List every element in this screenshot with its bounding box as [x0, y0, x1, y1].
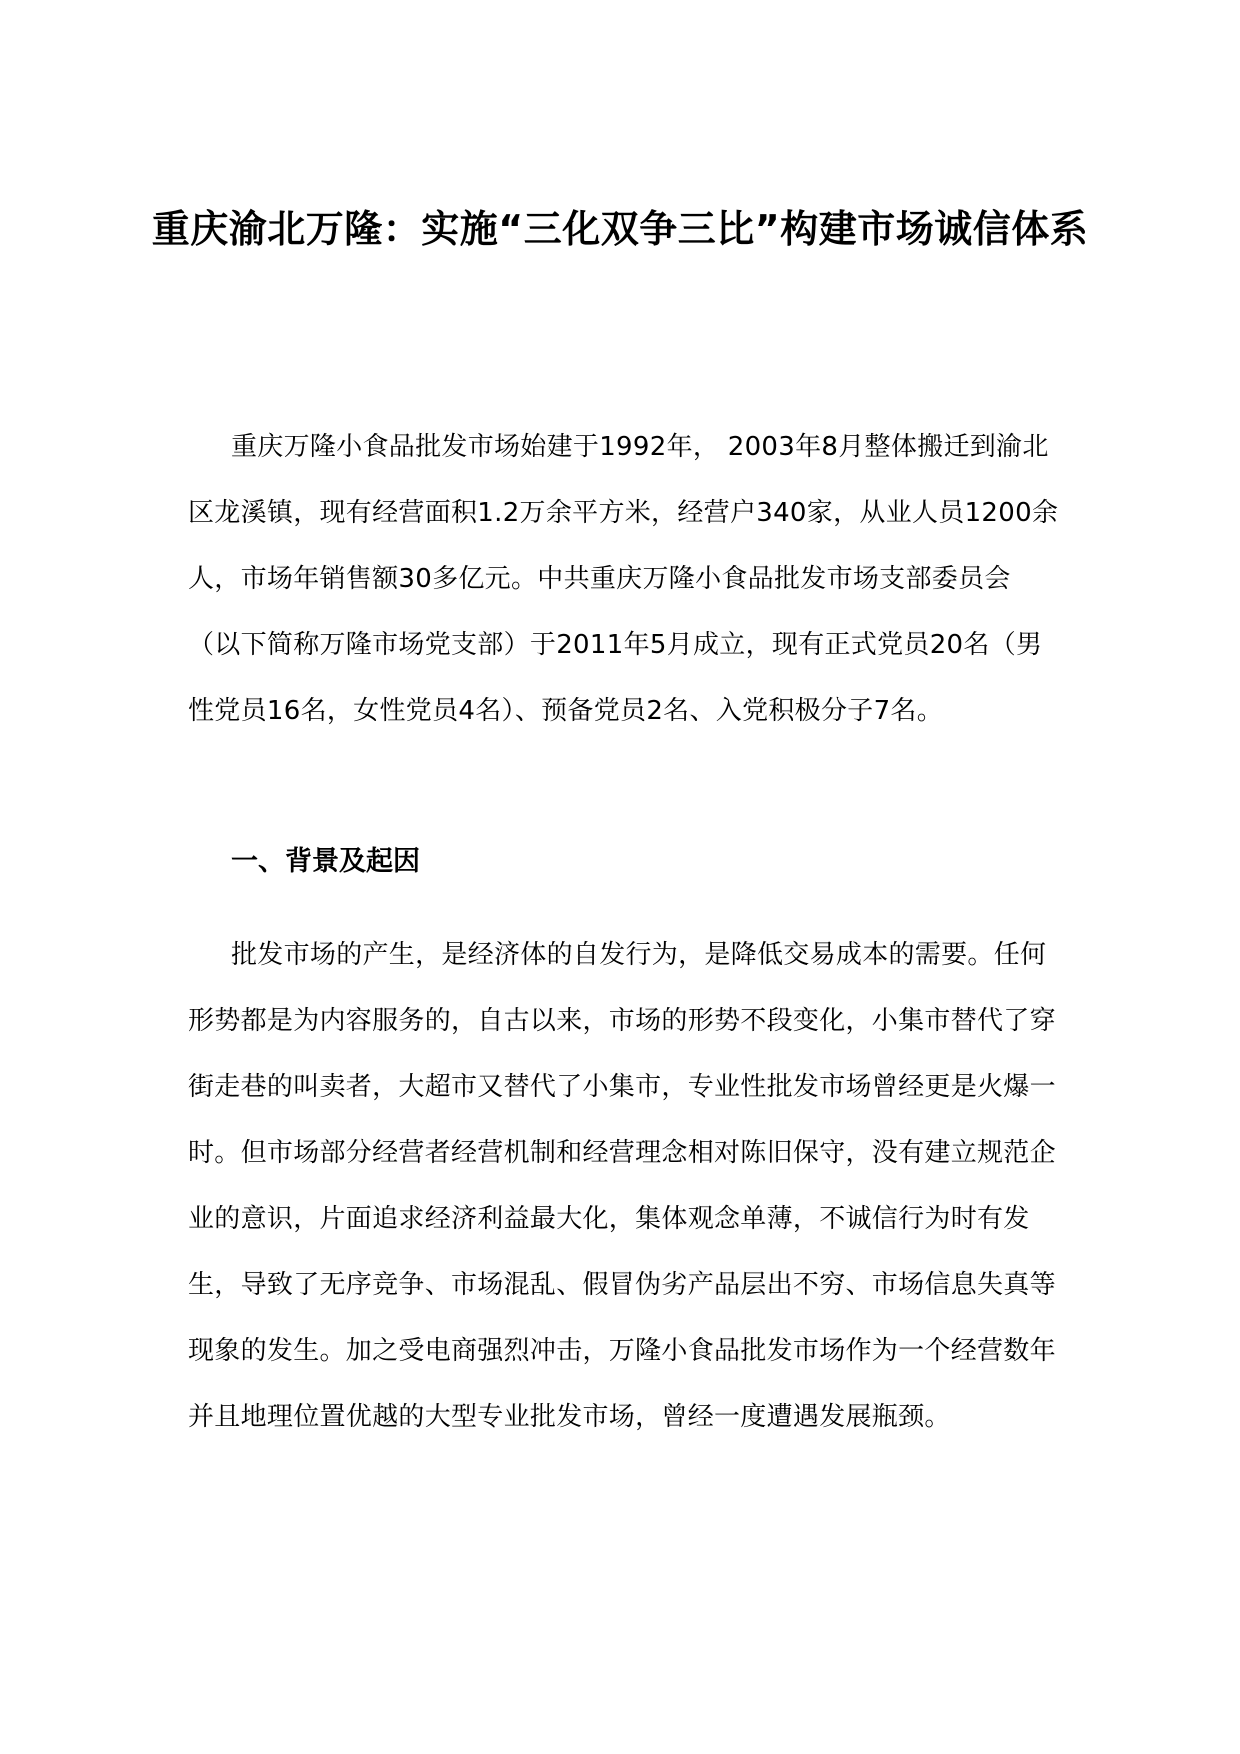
intro-paragraph: 重庆万隆小食品批发市场始建于1992年， 2003年8月整体搬迁到渝北区龙溪镇，现有经营面积1.2万余平方米，经营户340家，从业人员1200余人，市场年销售额30多亿元。中共重庆万隆小食品批发市场支部委员会（以下简称万隆市场党支部）于2011年5月成立，现有正式党员20名（男性党员16名，女性党员4名）、预备党员2名、入党积极分子7名。 — [188, 432, 1059, 726]
background-paragraph: 批发市场的产生，是经济体的自发行为，是降低交易成本的需要。任何形势都是为内容服务的，自古以来，市场的形势不段变化，小集市替代了穿街走巷的叫卖者，大超市又替代了小集市，专业性批发市场曾经更是火爆一时。但市场部分经营者经营机制和经营理念相对陈旧保守，没有建立规范企业的意识，片面追求经济利益最大化，集体观念单薄，不诚信行为时有发生，导致了无序竞争、市场混乱、假冒伪劣产品层出不穷、市场信息失真等现象的发生。加之受电商强烈冲击，万隆小食品批发市场作为一个经营数年并且地理位置优越的大型专业批发市场，曾经一度遭遇发展瓶颈。 — [188, 940, 1056, 1432]
section-heading-background: 一、背景及起因 — [231, 846, 420, 877]
document-title: 重庆渝北万隆：实施“三化双争三比”构建市场诚信体系 — [151, 207, 1089, 251]
